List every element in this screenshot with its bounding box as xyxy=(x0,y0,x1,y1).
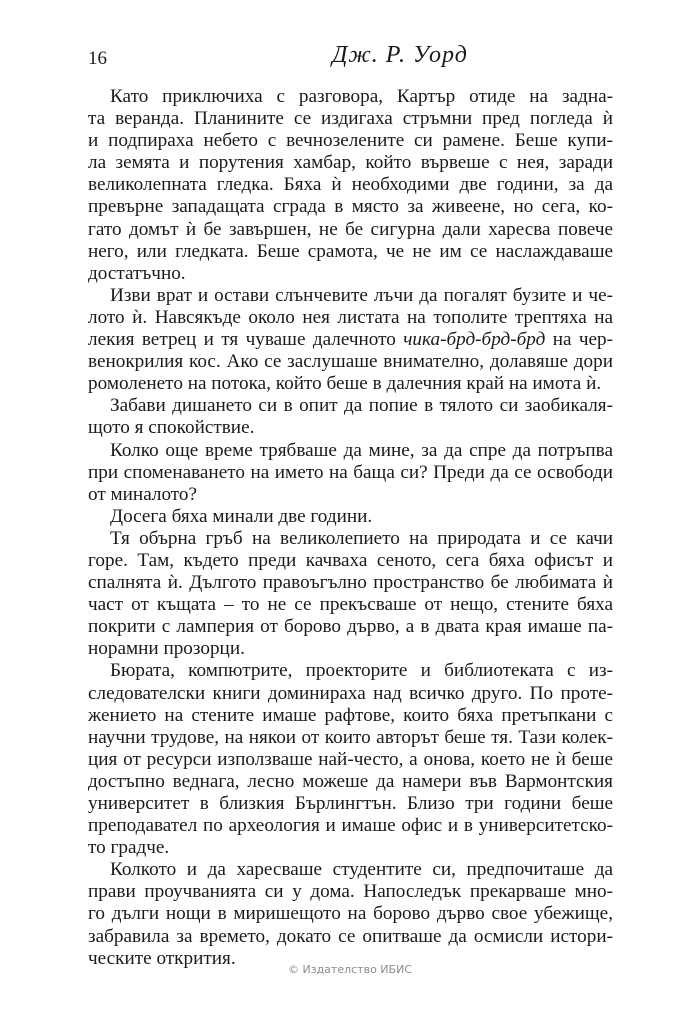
body-text xyxy=(88,86,613,970)
text-line: университет в близкия Бърлингтън. Близо три години беше xyxy=(88,793,613,814)
text-line: част от къщата – то не се прекъсваше от нещо, стените бяха xyxy=(88,594,613,616)
text-line: Тя обърна гръб на великолепието на природата и се качи xyxy=(110,527,613,549)
text-line: от миналото? xyxy=(88,483,198,505)
text-line: спалнята ѝ. Дългото правоъгълно пространство бе любимата ѝ xyxy=(88,572,613,594)
text-line: Досега бяха минали две години. xyxy=(110,505,373,527)
text-line: преподавател по археология и имаше офис и в университетско- xyxy=(88,815,613,837)
text-line: следователски книги доминираха над всичко друго. По проте- xyxy=(88,682,613,704)
text-line: Колко още време трябваше да мине, за да спре да потръпва xyxy=(110,439,613,461)
text-line: научни трудове, на някои от които авторът беше тя. Тази колек- xyxy=(88,726,613,748)
text-line: при споменаването на името на баща си? Преди да се освободи xyxy=(88,461,613,483)
text-line: та веранда. Планините се издигаха стръмни пред погледа ѝ xyxy=(88,108,613,130)
text-line: Изви врат и остави слънчевите лъчи да погалят бузите и че- xyxy=(110,284,613,306)
text-line: прави проучванията си у дома. Напоследък прекарваше мно- xyxy=(88,881,613,903)
text-segment: лекия ветрец и тя чуваше далечното xyxy=(88,329,404,351)
page-number: 16 xyxy=(88,48,107,69)
text-line: превърне западащата сграда в място за живеене, но сега, ко- xyxy=(88,196,613,218)
text-line: венокрилия кос. Ако се заслушаше внимателно, долавяше дори xyxy=(88,351,613,373)
text-line: покрити с ламперия от борово дърво, а в двата края имаше па- xyxy=(88,616,613,638)
text-line: забравила за времето, докато се опитваше да осмисли истори- xyxy=(88,925,613,947)
text-line: Като приключиха с разговора, Картър отиде на задна- xyxy=(110,86,613,107)
text-line: жението на стените имаше рафтове, които бяха претъпкани с xyxy=(88,704,613,726)
text-line: Забави дишането си в опит да попие в тялото си заобикаля- xyxy=(110,395,613,417)
text-line: достъпно веднага, лесно можеше да намери във Вармонтския xyxy=(88,770,613,792)
text-line xyxy=(88,329,613,351)
text-line: горе. Там, където преди качваха сеното, сега бяха офисът и xyxy=(88,549,613,571)
text-line: ромоленето на потока, който беше в далечния край на имота ѝ. xyxy=(88,373,602,395)
footer-copyright: © Издателство ИБИС xyxy=(288,963,412,976)
text-line: го дълги нощи в миришещото на борово дърво свое убежище, xyxy=(88,903,613,925)
text-line: Бюрата, компютрите, проекторите и библиотеката с из- xyxy=(110,660,613,682)
text-line: и подпираха небето с вечнозелените си рамене. Беше купи- xyxy=(88,130,613,152)
text-line: ческите открития. xyxy=(88,947,236,969)
text-line: норамни прозорци. xyxy=(88,638,245,660)
text-line: Колкото и да харесваше студентите си, предпочиташе да xyxy=(110,859,613,881)
birdsong-phrase: чика-брд-брд-брд xyxy=(403,329,546,351)
text-line: великолепната гледка. Бяха ѝ необходими две години, за да xyxy=(88,174,613,196)
text-line: ция от ресурси използваше най-често, а онова, което не ѝ беше xyxy=(88,748,613,770)
text-segment: на чер- xyxy=(545,329,613,351)
text-line: достатъчно. xyxy=(88,262,186,284)
text-line: щото я спокойствие. xyxy=(88,417,255,439)
text-line: ла земята и порутения хамбар, който вървеше с нея, заради xyxy=(88,152,613,174)
text-line: лото ѝ. Навсякъде около нея листата на тополите трептяха на xyxy=(88,306,613,328)
text-line: него, или гледката. Беше срамота, че не им се наслаждаваше xyxy=(88,240,613,262)
text-line: гато домът ѝ бе завършен, не бе сигурна дали харесва повече xyxy=(88,218,613,240)
text-line: то градче. xyxy=(88,837,170,859)
running-head-author: Дж. Р. Уорд xyxy=(332,42,468,68)
